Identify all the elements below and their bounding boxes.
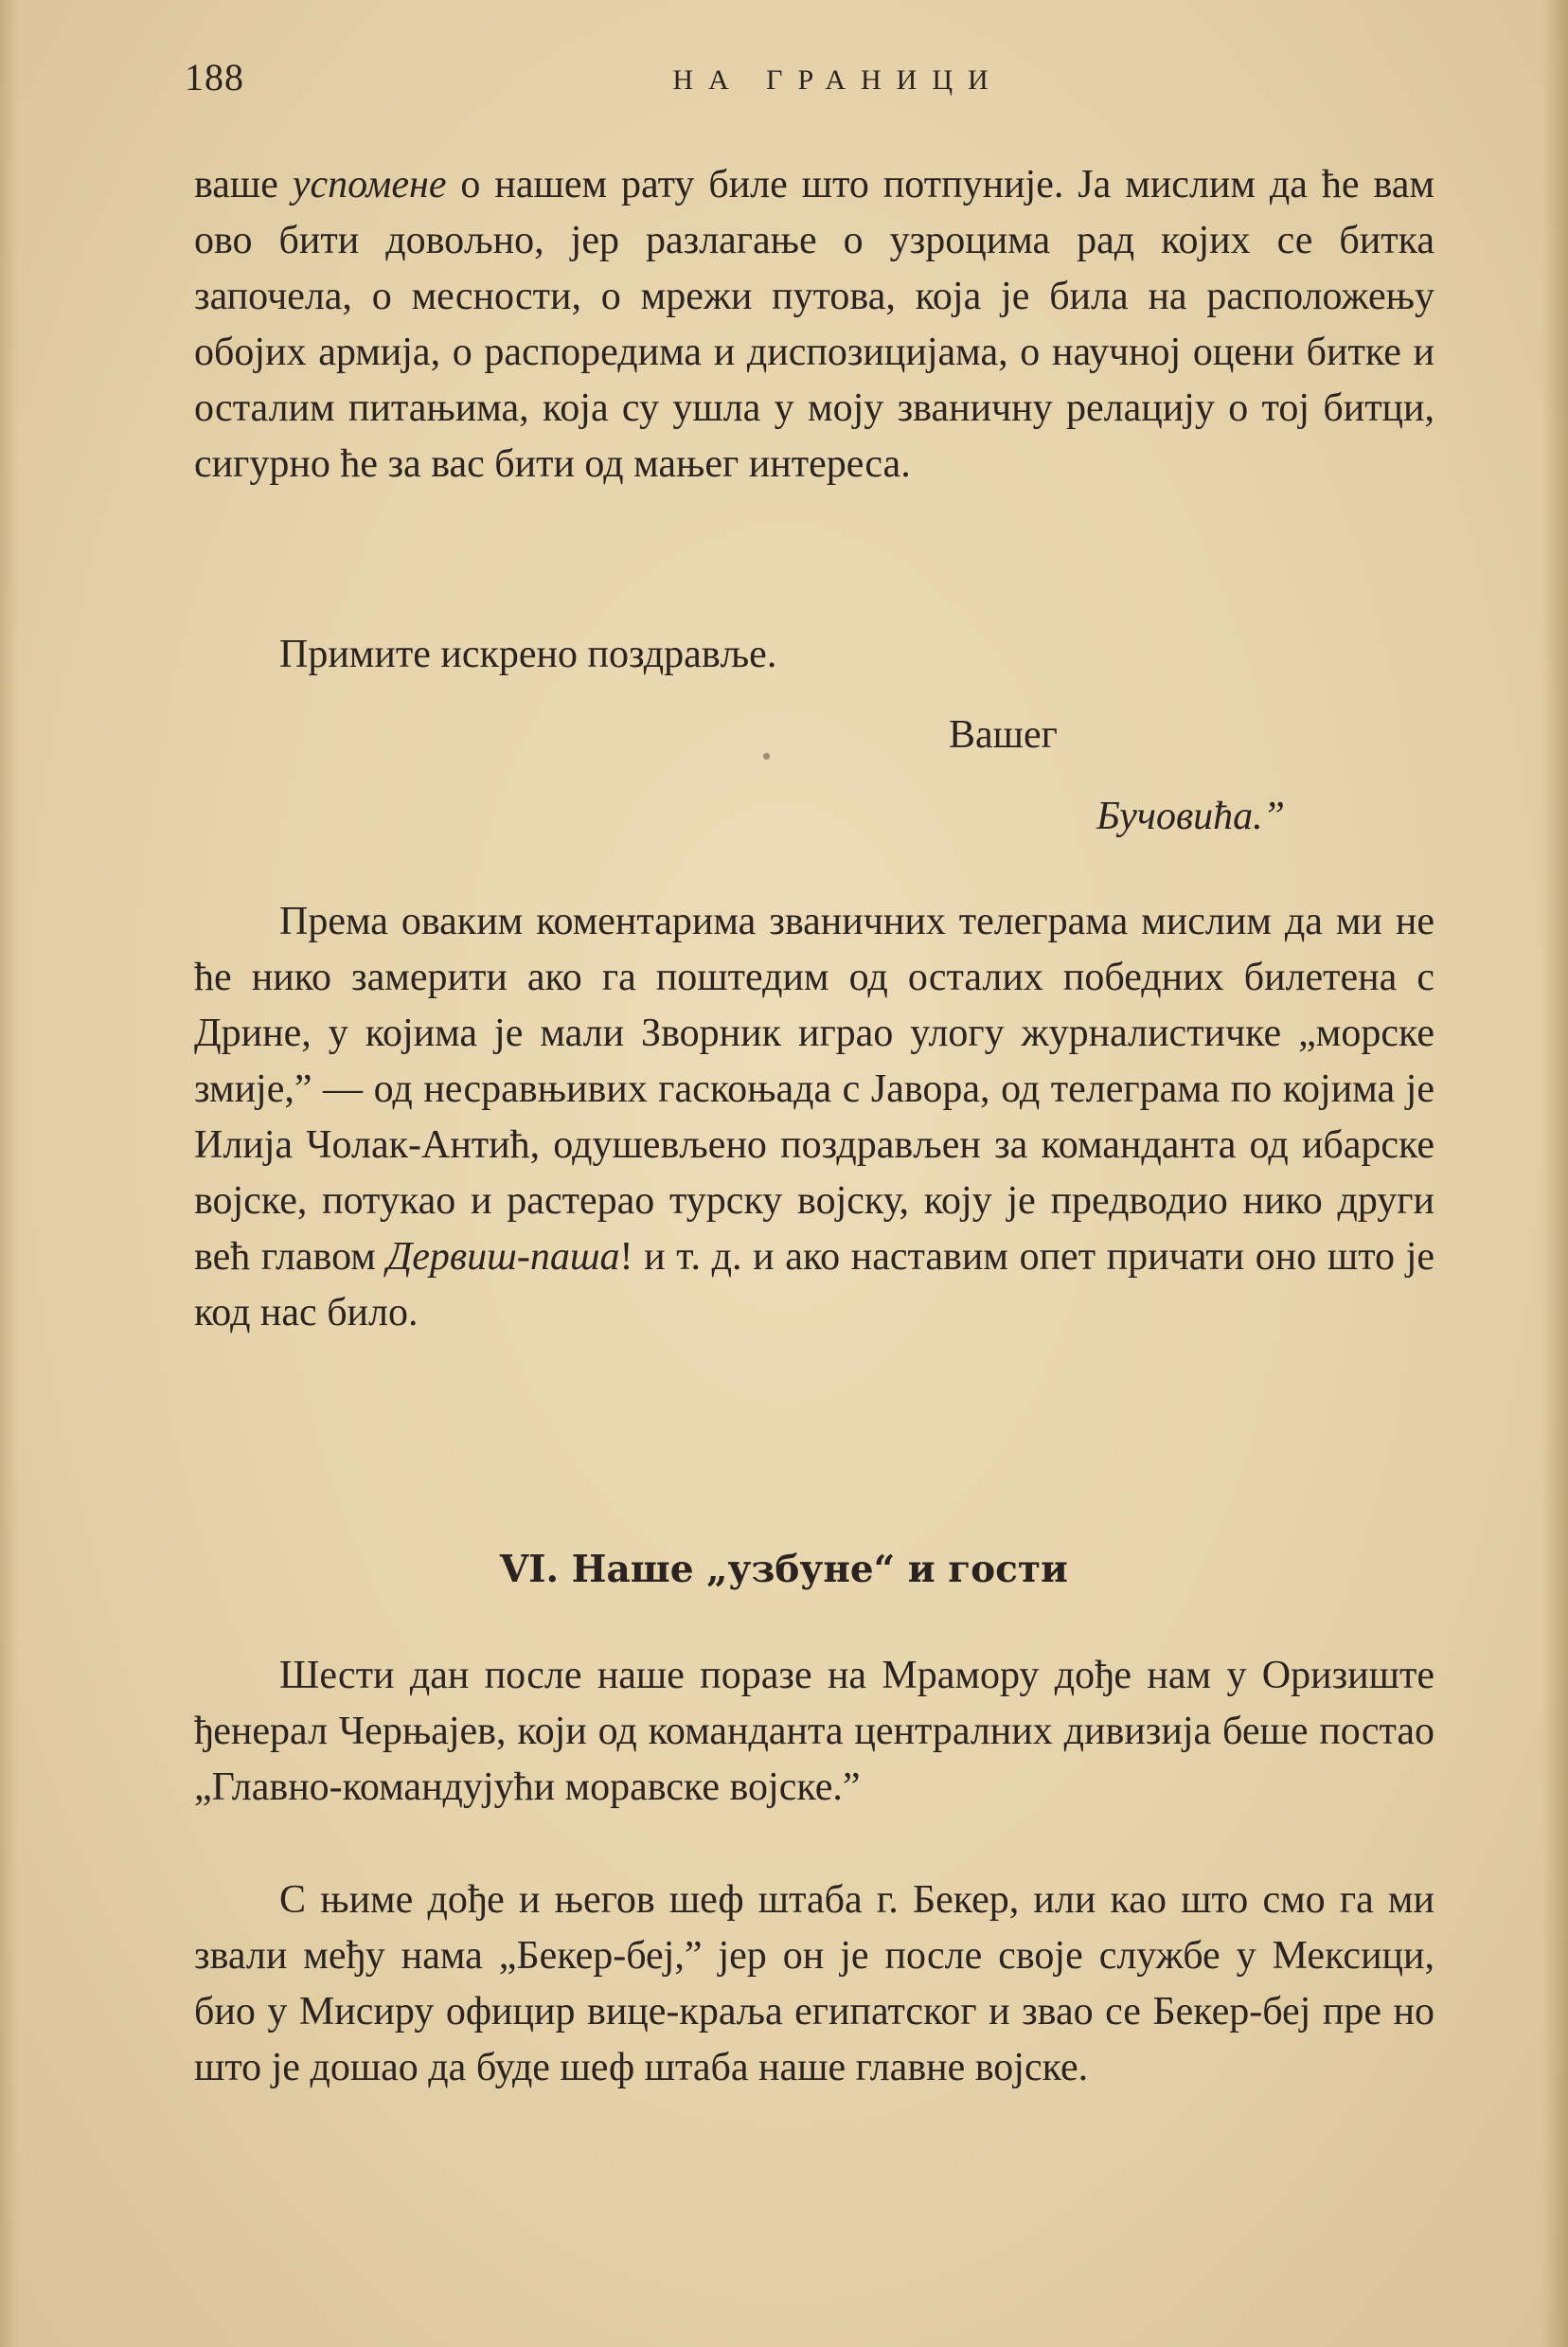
closing-line: Вашег: [949, 713, 1058, 757]
paragraph-3-italic: Дервиш-паша: [386, 1235, 620, 1279]
paper-speck: [763, 753, 770, 760]
greeting-line: Примите искрено поздравље.: [279, 633, 777, 676]
page-number: 188: [185, 56, 244, 99]
section-heading: VI. Наше „узбуне“ и гости: [500, 1548, 1068, 1591]
paragraph-3-start: Према оваким коментарима званичних телеграма мислим да ми не ће нико замерити ако га поштедим од осталих победних билетена с Дрине, у којима је мали Зворник играо улогу журналистичке „морске змије,” — од несравњивих гаскоњада с Јавора, од телеграма по којима је Илија Чолак-Антић, одушевљено поздрављен за команданта од ибарске војске, потукао и растерао турску војску, коју је предводио нико други већ главом: [194, 900, 1434, 1279]
paragraph-4-text: Шести дан после наше поразе на Мрамору дође нам у Оризиште ђенерал Черњајев, који од команданта централних дивизија беше постао „Главно-командујући моравске војске.”: [194, 1654, 1434, 1809]
paragraph-1: [194, 157, 1434, 493]
signature: Бучовића.”: [1096, 795, 1286, 838]
paragraph-1-start: ваше: [194, 163, 293, 206]
page-shadow-left: [0, 0, 19, 2347]
paragraph-1-rest: о нашем рату биле што потпуније. Ја мислим да ће вам ово бити довољно, јер разлагање о узроцима рад којих се битка започела, о месности, о мрежи путова, која је била на расположењу обојих армија, о распоредима и диспозицијама, о научној оцени битке и осталим питањима, која су ушла у моју званичну релацију о тој битци, сигурно ће за вас бити од мањег интереса.: [194, 163, 1434, 486]
paragraph-1-italic: успомене: [292, 163, 447, 206]
paragraph-3-end: ! и т. д. и ако наставим опет причати оно што је код нас било.: [194, 1235, 1435, 1335]
running-title: НА ГРАНИЦИ: [672, 64, 1004, 96]
paragraph-5: [194, 1872, 1434, 2096]
paragraph-3: [194, 894, 1434, 1341]
paragraph-2: [194, 627, 1434, 683]
page-shadow-right: [1541, 0, 1568, 2347]
paragraph-5-text: С њиме дође и његов шеф штаба г. Бекер, или као што смо га ми звали међу нама „Бекер-беј,” јер он је после своје службе у Мексици, био у Мисиру официр вице-краља египатског и звао се Бекер-беј пре но што је дошао да буде шеф штаба наше главне војске.: [194, 1878, 1434, 2089]
running-header: [185, 55, 1434, 102]
paragraph-4: [194, 1648, 1434, 1816]
